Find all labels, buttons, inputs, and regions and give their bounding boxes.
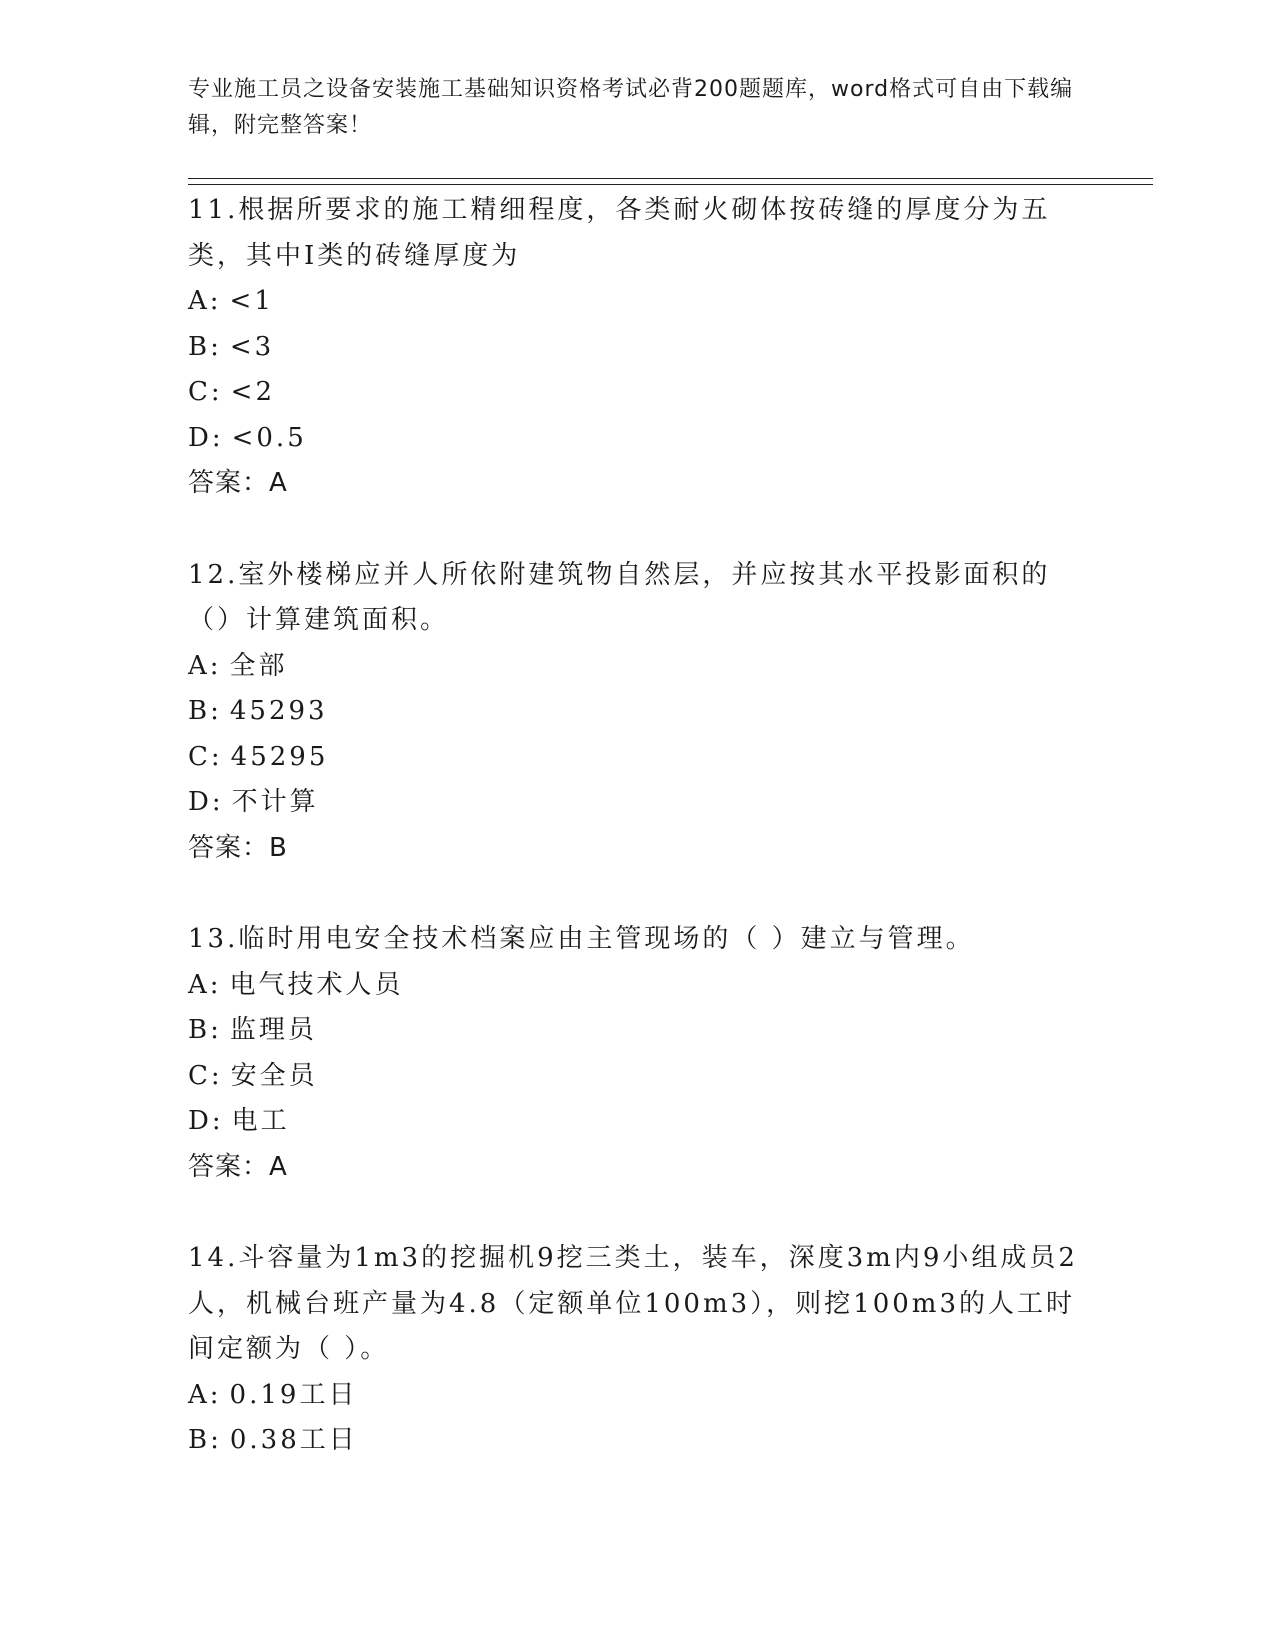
option-text: 45295	[230, 741, 329, 772]
question-list	[188, 188, 1088, 1464]
header-divider-top	[188, 178, 1153, 179]
question-stem: 12.室外楼梯应并人所依附建筑物自然层，并应按其水平投影面积的（）计算建筑面积。	[188, 559, 1051, 635]
option-text: <2	[230, 377, 275, 407]
option-b	[188, 689, 1088, 735]
answer-line: 答案：A	[188, 468, 288, 498]
option-text: 45293	[229, 696, 328, 726]
option-a	[188, 963, 1088, 1009]
question-stem: 11.根据所要求的施工精细程度，各类耐火砌体按砖缝的厚度分为五类，其中Ⅰ类的砖缝厚度为	[188, 195, 1051, 271]
option-a	[188, 1373, 1088, 1419]
option-text: <3	[229, 331, 275, 362]
option-letter: C:	[188, 377, 223, 407]
option-c	[188, 1054, 1088, 1100]
question-stem: 14.斗容量为1m3的挖掘机9挖三类土，装车，深度3m内9小组成员2人，机械台班产量为4.8（定额单位100m3），则挖100m3的人工时间定额为（ ）。	[188, 1243, 1078, 1364]
option-d	[188, 416, 1088, 462]
option-d	[188, 1099, 1088, 1145]
option-text: 安全员	[230, 1060, 318, 1091]
option-text: 全部	[229, 650, 288, 681]
question-13	[188, 917, 1088, 1190]
option-letter: C:	[188, 741, 223, 772]
header-text: 专业施工员之设备安装施工基础知识资格考试必背200题题库，word格式可自由下载编辑，附完整答案！	[188, 77, 1074, 138]
option-b	[188, 1418, 1088, 1464]
option-letter: A:	[188, 286, 222, 316]
option-b	[188, 325, 1088, 371]
option-text: <1	[229, 286, 274, 316]
question-14	[188, 1236, 1088, 1464]
question-11	[188, 188, 1088, 507]
option-c	[188, 370, 1088, 416]
option-letter: B:	[188, 696, 222, 726]
option-b	[188, 1008, 1088, 1054]
question-12	[188, 553, 1088, 872]
option-text: <0.5	[231, 422, 307, 453]
option-letter: A:	[188, 650, 222, 681]
option-a	[188, 644, 1088, 690]
option-text: 0.19工日	[229, 1379, 358, 1410]
option-letter: D:	[188, 422, 224, 453]
header-divider-bottom	[188, 184, 1153, 185]
question-stem: 13.临时用电安全技术档案应由主管现场的（ ）建立与管理。	[188, 924, 975, 954]
option-text: 电工	[231, 1106, 290, 1136]
option-letter: A:	[188, 969, 222, 1000]
option-d	[188, 780, 1088, 826]
option-letter: D:	[188, 787, 224, 817]
answer-line: 答案：B	[188, 832, 288, 863]
answer-line: 答案：A	[188, 1151, 288, 1182]
option-text: 0.38工日	[229, 1425, 358, 1455]
option-a	[188, 279, 1088, 325]
option-letter: B:	[188, 1015, 222, 1045]
option-letter: A:	[188, 1379, 222, 1410]
option-c	[188, 735, 1088, 781]
option-text: 电气技术人员	[229, 969, 404, 1000]
option-text: 监理员	[229, 1015, 317, 1045]
document-header	[188, 72, 1088, 144]
option-text: 不计算	[231, 787, 319, 817]
option-letter: C:	[188, 1060, 223, 1091]
option-letter: B:	[188, 331, 222, 362]
option-letter: D:	[188, 1106, 224, 1136]
option-letter: B:	[188, 1425, 222, 1455]
